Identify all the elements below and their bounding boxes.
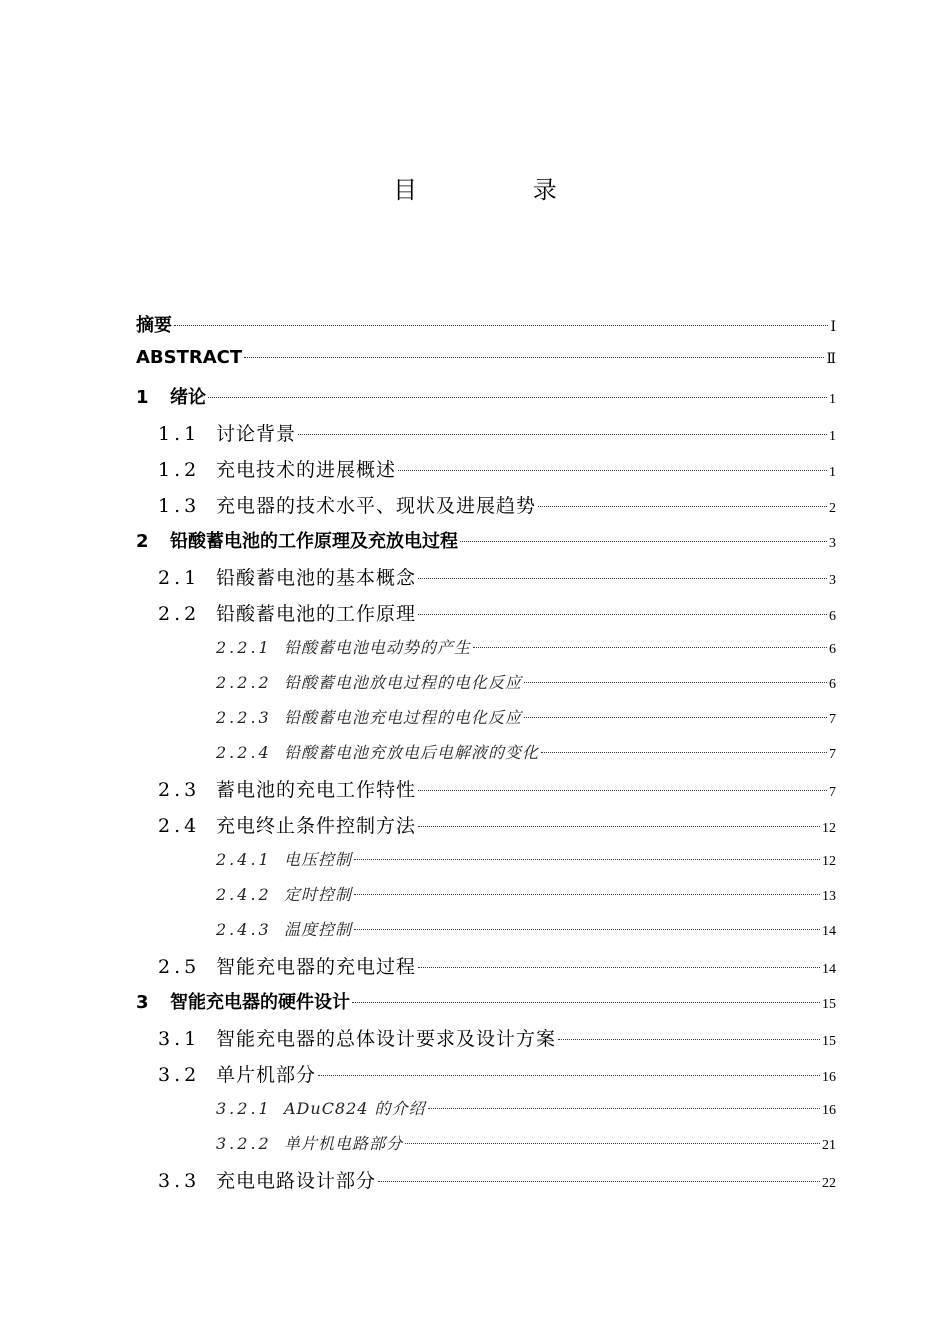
toc-entry-title: 充电技术的进展概述	[216, 459, 397, 481]
toc-entry[interactable]	[136, 988, 836, 1024]
dot-leader	[354, 894, 820, 895]
toc-entry-number: 2.4.3	[216, 920, 272, 939]
toc-entry[interactable]	[136, 1060, 836, 1096]
dot-leader	[354, 859, 820, 860]
toc-entry-title: 定时控制	[284, 885, 353, 904]
dot-leader	[318, 1075, 820, 1076]
toc-entry-page-number: 7	[829, 785, 836, 800]
toc-entry-page-number: 13	[822, 889, 836, 904]
toc-entry-number: 3.2.2	[216, 1134, 272, 1153]
toc-entry-title: 智能充电器的总体设计要求及设计方案	[216, 1028, 557, 1050]
toc-entry-page-number: Ⅱ	[826, 352, 836, 367]
dot-leader	[354, 929, 820, 930]
toc-entry-title: 智能充电器的硬件设计	[170, 992, 350, 1013]
toc-entry-page-number: 3	[829, 536, 836, 551]
toc-entry-page-number: 22	[822, 1176, 836, 1191]
dot-leader	[524, 682, 827, 683]
dot-leader	[418, 578, 827, 579]
toc-entry-title: 铅酸蓄电池放电过程的电化反应	[284, 673, 523, 692]
toc-entry-number: 2.2.4	[216, 743, 272, 762]
toc-entry[interactable]	[136, 599, 836, 635]
toc-entry-title: 充电电路设计部分	[216, 1170, 377, 1192]
toc-entry-page-number: 6	[829, 677, 836, 692]
toc-entry-page-number: 14	[822, 962, 836, 977]
toc-entry-number: 3.2.1	[216, 1099, 272, 1118]
toc-entry-page-number: 6	[829, 642, 836, 657]
toc-entry[interactable]	[136, 811, 836, 847]
toc-entry[interactable]	[136, 705, 836, 740]
toc-entry-number: 2.1	[158, 567, 201, 589]
toc-entry-page-number: 12	[822, 821, 836, 836]
toc-entry-title: 铅酸蓄电池充放电后电解液的变化	[284, 743, 540, 762]
dot-leader	[558, 1039, 820, 1040]
toc-entry-page-number: 15	[822, 1034, 836, 1049]
toc-entry[interactable]	[136, 1096, 836, 1131]
toc-entry-number: 1	[136, 387, 149, 408]
toc-entry-title: 单片机电路部分	[284, 1134, 404, 1153]
dot-leader	[378, 1181, 820, 1182]
toc-entry-number: 2.3	[158, 779, 201, 801]
toc-entry[interactable]	[136, 563, 836, 599]
dot-leader	[473, 647, 827, 648]
toc-entry-number: 3.3	[158, 1170, 201, 1192]
toc-entry-title: 单片机部分	[216, 1064, 317, 1086]
dot-leader	[418, 790, 827, 791]
dot-leader	[538, 506, 827, 507]
toc-entry-number: 1.2	[158, 459, 201, 481]
toc-entry[interactable]	[136, 1024, 836, 1060]
toc-entry[interactable]	[136, 527, 836, 563]
toc-entry[interactable]	[136, 847, 836, 882]
toc-entry-title: 讨论背景	[216, 423, 297, 445]
toc-entry[interactable]	[136, 491, 836, 527]
toc-entry-title: ABSTRACT	[136, 347, 243, 368]
toc-entry[interactable]	[136, 917, 836, 952]
dot-leader	[405, 1143, 820, 1144]
toc-entry-title: 蓄电池的充电工作特性	[216, 779, 417, 801]
toc-entry-title: 温度控制	[284, 920, 353, 939]
toc-entry-number: 2.4.2	[216, 885, 272, 904]
toc-entry[interactable]	[136, 740, 836, 775]
toc-entry-title: 充电器的技术水平、现状及进展趋势	[216, 495, 537, 517]
dot-leader	[418, 967, 820, 968]
toc-entry-title: 绪论	[170, 387, 206, 408]
toc-entry-title: 铅酸蓄电池电动势的产生	[284, 638, 472, 657]
toc-entry[interactable]	[136, 882, 836, 917]
toc-entry-title: 智能充电器的充电过程	[216, 956, 417, 978]
toc-entry-number: 1.1	[158, 423, 201, 445]
toc-entry-page-number: 7	[829, 747, 836, 762]
toc-entry-title: ADuC824 的介绍	[284, 1099, 426, 1118]
toc-entry-number: 2.2	[158, 603, 201, 625]
dot-leader	[524, 717, 827, 718]
toc-entry-page-number: 3	[829, 573, 836, 588]
toc-entry[interactable]	[136, 952, 836, 988]
toc-entry-page-number: 16	[822, 1103, 836, 1118]
toc-entry-page-number: 1	[829, 429, 836, 444]
toc-entry-number: 3	[136, 992, 149, 1013]
dot-leader	[541, 752, 827, 753]
toc-entry[interactable]	[136, 775, 836, 811]
toc-entry[interactable]	[136, 635, 836, 670]
toc-entry-page-number: Ⅰ	[830, 320, 836, 335]
toc-entry[interactable]	[136, 670, 836, 705]
toc-entry-number: 3.1	[158, 1028, 201, 1050]
toc-entry-number: 2.4	[158, 815, 201, 837]
dot-leader	[460, 541, 827, 542]
toc-entry-title: 铅酸蓄电池的基本概念	[216, 567, 417, 589]
toc-entry[interactable]	[136, 455, 836, 491]
toc-entry-page-number: 12	[822, 854, 836, 869]
toc-entry-title: 铅酸蓄电池充电过程的电化反应	[284, 708, 523, 727]
toc-entry-page-number: 6	[829, 609, 836, 624]
toc-entry-page-number: 1	[829, 465, 836, 480]
toc-entry-page-number: 1	[829, 392, 836, 407]
toc-entry[interactable]	[136, 419, 836, 455]
toc-entry[interactable]	[136, 383, 836, 419]
toc-entry-page-number: 15	[822, 997, 836, 1012]
toc-entry-number: 2.5	[158, 956, 201, 978]
toc-entry-page-number: 16	[822, 1070, 836, 1085]
toc-entry-title: 摘要	[136, 315, 172, 336]
toc-entry-number: 2.2.3	[216, 708, 272, 727]
toc-entry-title: 铅酸蓄电池的工作原理及充放电过程	[170, 531, 458, 552]
toc-entry[interactable]	[136, 347, 836, 383]
dot-leader	[298, 434, 827, 435]
toc-entry-number: 1.3	[158, 495, 201, 517]
toc-entry-number: 2.2.1	[216, 638, 272, 657]
page-title: 目 录	[393, 176, 611, 204]
toc-entry-number: 3.2	[158, 1064, 201, 1086]
dot-leader	[428, 1108, 820, 1109]
dot-leader	[418, 614, 827, 615]
toc-entry[interactable]	[136, 1131, 836, 1166]
dot-leader	[418, 826, 820, 827]
toc-entry-number: 2.4.1	[216, 850, 272, 869]
toc-entry[interactable]	[136, 311, 836, 347]
toc-entry[interactable]	[136, 1166, 836, 1202]
toc-entry-number: 2	[136, 531, 149, 552]
toc-entry-page-number: 14	[822, 924, 836, 939]
toc-entry-page-number: 7	[829, 712, 836, 727]
toc-entry-title: 充电终止条件控制方法	[216, 815, 417, 837]
toc-entry-page-number: 2	[829, 501, 836, 516]
toc-entry-title: 电压控制	[284, 850, 353, 869]
dot-leader	[174, 325, 828, 326]
toc-entry-title: 铅酸蓄电池的工作原理	[216, 603, 417, 625]
dot-leader	[208, 397, 827, 398]
toc-entry-number: 2.2.2	[216, 673, 272, 692]
dot-leader	[398, 470, 827, 471]
dot-leader	[244, 357, 824, 358]
table-of-contents	[136, 311, 836, 1202]
dot-leader	[352, 1002, 820, 1003]
toc-entry-page-number: 21	[822, 1138, 836, 1153]
